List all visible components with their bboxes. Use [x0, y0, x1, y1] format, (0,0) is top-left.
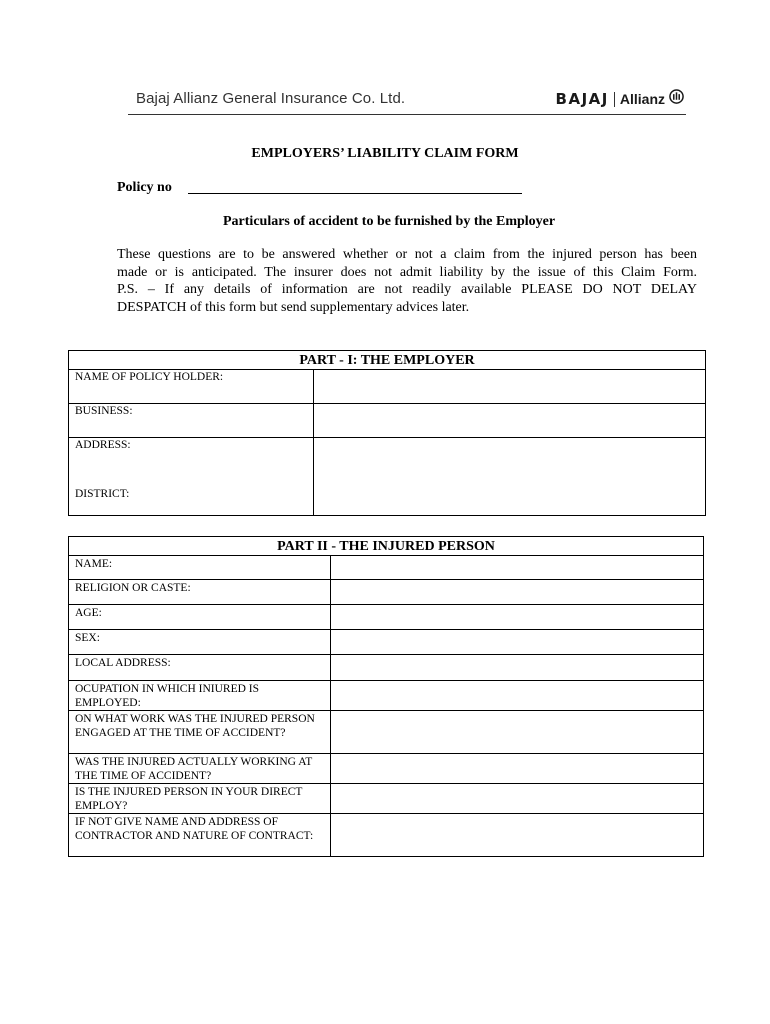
company-name: Bajaj Allianz General Insurance Co. Ltd.	[136, 90, 406, 107]
age-field[interactable]	[331, 605, 704, 630]
part1-employer-table	[68, 350, 706, 516]
direct-employ-label: IS THE INJURED PERSON IN YOUR DIRECT EMPLOY?	[69, 784, 331, 814]
contractor-label: IF NOT GIVE NAME AND ADDRESS OF CONTRACTOR AND NATURE OF CONTRACT:	[69, 814, 331, 857]
business-label: BUSINESS:	[69, 404, 314, 438]
work-engaged-label: ON WHAT WORK WAS THE INJURED PERSON ENGAGED AT THE TIME OF ACCIDENT?	[69, 711, 331, 754]
part2-title: PART II - THE INJURED PERSON	[69, 537, 704, 556]
policy-holder-field[interactable]	[314, 370, 706, 404]
form-subtitle: Particulars of accident to be furnished by the Employer	[223, 214, 556, 229]
policy-holder-label: NAME OF POLICY HOLDER:	[69, 370, 314, 404]
part2-injured-person-table	[68, 536, 704, 857]
injured-name-label: NAME:	[69, 556, 331, 580]
address-district-label	[69, 438, 314, 516]
business-field[interactable]	[314, 404, 706, 438]
allianz-eagle-icon	[669, 89, 684, 109]
contractor-field[interactable]	[331, 814, 704, 857]
policy-no-field[interactable]	[188, 193, 522, 194]
injured-name-field[interactable]	[331, 556, 704, 580]
religion-field[interactable]	[331, 580, 704, 605]
bajaj-allianz-logo	[556, 89, 684, 109]
actually-working-label: WAS THE INJURED ACTUALLY WORKING AT THE TIME OF ACCIDENT?	[69, 754, 331, 784]
instructions-line: DESPATCH of this form but send supplementary advices later.	[117, 299, 470, 315]
work-engaged-field[interactable]	[331, 711, 704, 754]
instructions-paragraph	[117, 246, 697, 316]
age-label: AGE:	[69, 605, 331, 630]
form-title: EMPLOYERS’ LIABILITY CLAIM FORM	[251, 146, 519, 161]
logo-bajaj-text: BAJAJ	[555, 90, 609, 108]
part1-title: PART - I: THE EMPLOYER	[69, 351, 706, 370]
instructions-line: P.S. – If any details of information are not readily available PLEASE DO NOT DELAY	[117, 282, 697, 297]
direct-employ-field[interactable]	[331, 784, 704, 814]
logo-divider	[614, 92, 615, 107]
sex-label: SEX:	[69, 630, 331, 655]
policy-no-label: Policy no	[117, 180, 172, 195]
actually-working-field[interactable]	[331, 754, 704, 784]
instructions-line: These questions are to be answered whether or not a claim from the injured person has been	[117, 247, 697, 262]
district-label: DISTRICT:	[75, 488, 130, 500]
local-address-label: LOCAL ADDRESS:	[69, 655, 331, 681]
logo-allianz-text: Allianz	[619, 91, 665, 107]
page-header	[128, 86, 686, 115]
address-label: ADDRESS:	[75, 439, 131, 451]
occupation-label: OCUPATION IN WHICH INIURED IS EMPLOYED:	[69, 681, 331, 711]
address-field[interactable]	[314, 438, 706, 516]
instructions-line: made or is anticipated. The insurer does not admit liability by the issue of this Claim Form.	[117, 264, 697, 280]
religion-label: RELIGION OR CASTE:	[69, 580, 331, 605]
sex-field[interactable]	[331, 630, 704, 655]
local-address-field[interactable]	[331, 655, 704, 681]
occupation-field[interactable]	[331, 681, 704, 711]
